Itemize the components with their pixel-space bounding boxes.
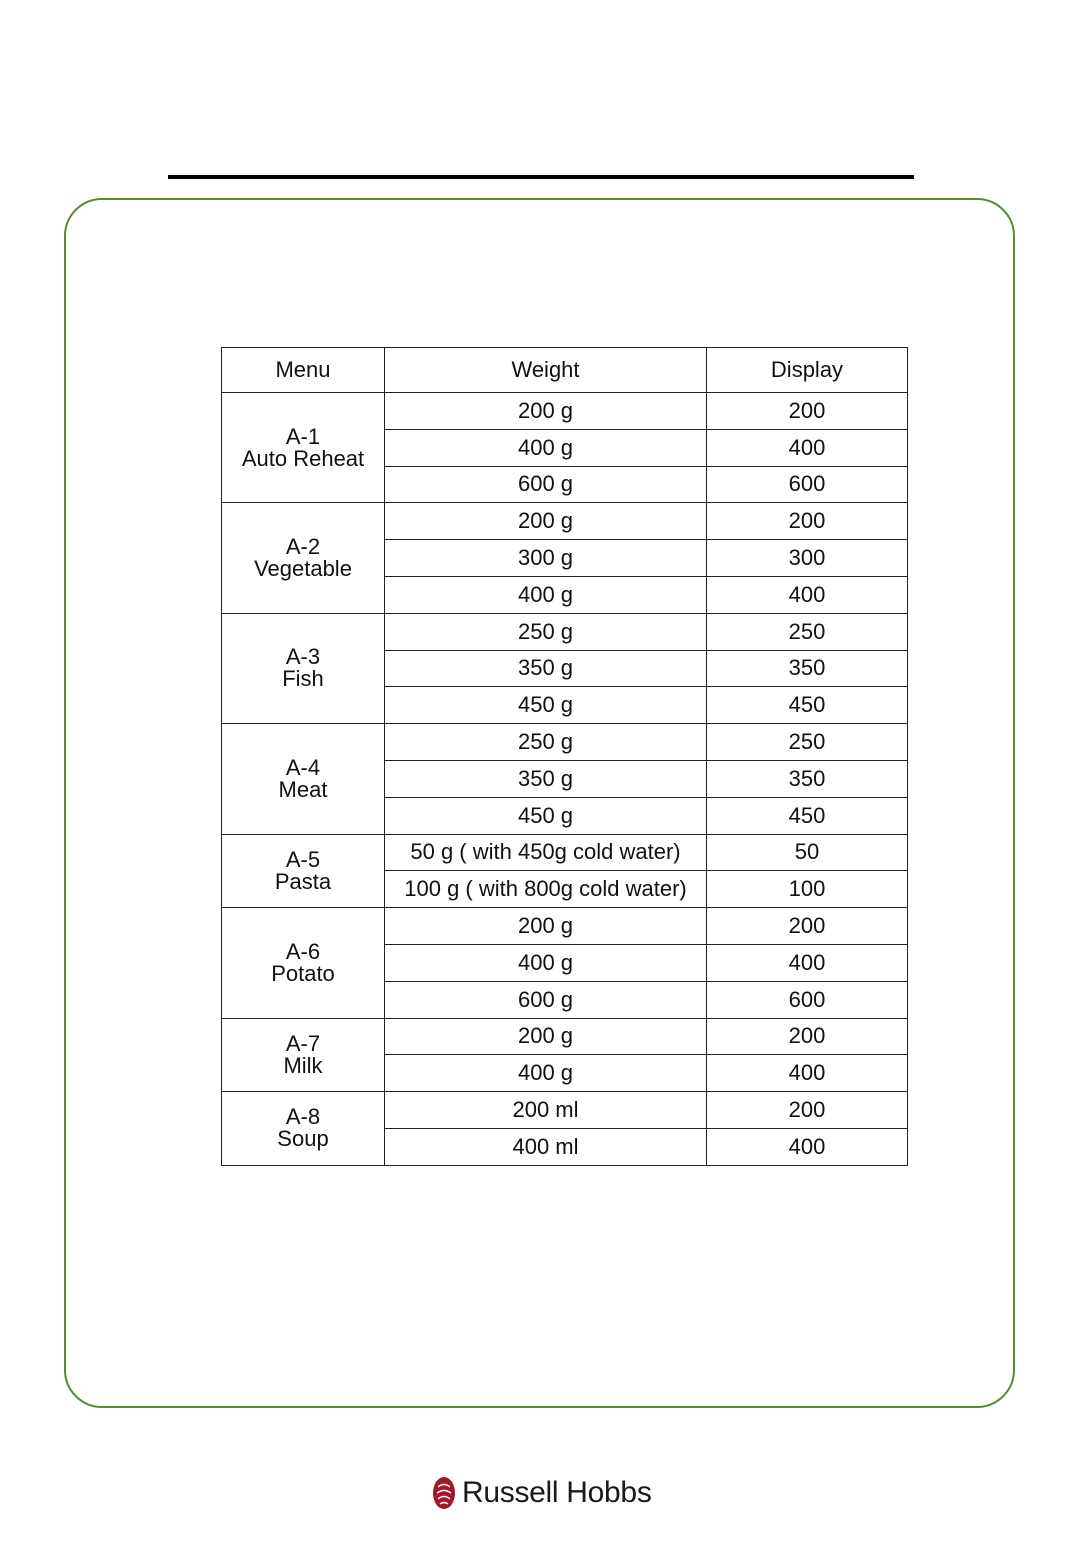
menu-code: A-8 bbox=[285, 1104, 321, 1130]
weight-cell: 200 ml bbox=[385, 1092, 707, 1129]
weight-cell: 350 g bbox=[385, 760, 707, 797]
display-cell: 450 bbox=[707, 797, 908, 834]
display-cell: 200 bbox=[707, 1018, 908, 1055]
menu-name: Pasta bbox=[274, 868, 332, 894]
table-row bbox=[222, 908, 908, 945]
display-cell: 450 bbox=[707, 687, 908, 724]
weight-cell: 600 g bbox=[385, 466, 707, 503]
display-cell: 250 bbox=[707, 724, 908, 761]
display-cell: 400 bbox=[707, 944, 908, 981]
menu-program-cell bbox=[222, 724, 385, 834]
display-cell: 600 bbox=[707, 981, 908, 1018]
display-cell: 350 bbox=[707, 650, 908, 687]
weight-cell: 50 g ( with 450g cold water) bbox=[385, 834, 707, 871]
menu-code: A-6 bbox=[285, 938, 321, 964]
menu-name: Potato bbox=[271, 960, 335, 986]
weight-cell: 400 g bbox=[385, 944, 707, 981]
weight-cell: 300 g bbox=[385, 540, 707, 577]
table-row bbox=[222, 393, 908, 430]
menu-name: Milk bbox=[283, 1052, 323, 1078]
auto-menu-table bbox=[221, 347, 908, 1166]
menu-program-cell bbox=[222, 1092, 385, 1166]
menu-name: Auto Reheat bbox=[241, 445, 365, 471]
menu-program-cell bbox=[222, 393, 385, 503]
table-row bbox=[222, 724, 908, 761]
weight-cell: 400 g bbox=[385, 1055, 707, 1092]
weight-cell: 200 g bbox=[385, 503, 707, 540]
display-cell: 200 bbox=[707, 1092, 908, 1129]
weight-cell: 200 g bbox=[385, 908, 707, 945]
display-cell: 400 bbox=[707, 429, 908, 466]
weight-cell: 250 g bbox=[385, 613, 707, 650]
menu-program-cell bbox=[222, 613, 385, 723]
weight-cell: 200 g bbox=[385, 393, 707, 430]
table-row bbox=[222, 1018, 908, 1055]
menu-name: Meat bbox=[278, 776, 328, 802]
table-row bbox=[222, 834, 908, 871]
display-cell: 200 bbox=[707, 908, 908, 945]
weight-cell: 200 g bbox=[385, 1018, 707, 1055]
menu-name: Vegetable bbox=[254, 556, 352, 582]
menu-name: Soup bbox=[277, 1126, 329, 1152]
display-cell: 250 bbox=[707, 613, 908, 650]
display-cell: 100 bbox=[707, 871, 908, 908]
menu-code: A-7 bbox=[285, 1030, 321, 1056]
header-menu: Menu bbox=[222, 348, 385, 393]
weight-cell: 600 g bbox=[385, 981, 707, 1018]
display-cell: 400 bbox=[707, 576, 908, 613]
brand-logo bbox=[432, 1473, 652, 1513]
weight-cell: 400 g bbox=[385, 429, 707, 466]
table-body bbox=[222, 393, 908, 1166]
menu-program-cell bbox=[222, 834, 385, 908]
display-cell: 50 bbox=[707, 834, 908, 871]
header-weight: Weight bbox=[385, 348, 707, 393]
display-cell: 200 bbox=[707, 503, 908, 540]
weight-cell: 100 g ( with 800g cold water) bbox=[385, 871, 707, 908]
menu-code: A-2 bbox=[285, 534, 321, 560]
display-cell: 400 bbox=[707, 1128, 908, 1165]
menu-code: A-4 bbox=[285, 754, 321, 780]
menu-code: A-1 bbox=[285, 423, 321, 449]
table-row bbox=[222, 503, 908, 540]
weight-cell: 450 g bbox=[385, 687, 707, 724]
menu-program-cell bbox=[222, 503, 385, 613]
top-divider bbox=[168, 175, 914, 179]
display-cell: 600 bbox=[707, 466, 908, 503]
menu-program-cell bbox=[222, 1018, 385, 1092]
weight-cell: 250 g bbox=[385, 724, 707, 761]
header-display: Display bbox=[707, 348, 908, 393]
menu-program-cell bbox=[222, 908, 385, 1018]
weight-cell: 400 ml bbox=[385, 1128, 707, 1165]
display-cell: 350 bbox=[707, 760, 908, 797]
menu-name: Fish bbox=[282, 666, 324, 692]
table-header-row bbox=[222, 348, 908, 393]
weight-cell: 350 g bbox=[385, 650, 707, 687]
weight-cell: 450 g bbox=[385, 797, 707, 834]
display-cell: 400 bbox=[707, 1055, 908, 1092]
menu-code: A-3 bbox=[285, 644, 321, 670]
brand-emblem-icon bbox=[432, 1476, 456, 1510]
display-cell: 300 bbox=[707, 540, 908, 577]
table-row bbox=[222, 1092, 908, 1129]
table-row bbox=[222, 613, 908, 650]
menu-code: A-5 bbox=[285, 846, 321, 872]
weight-cell: 400 g bbox=[385, 576, 707, 613]
brand-name: Russell Hobbs bbox=[462, 1476, 652, 1509]
display-cell: 200 bbox=[707, 393, 908, 430]
